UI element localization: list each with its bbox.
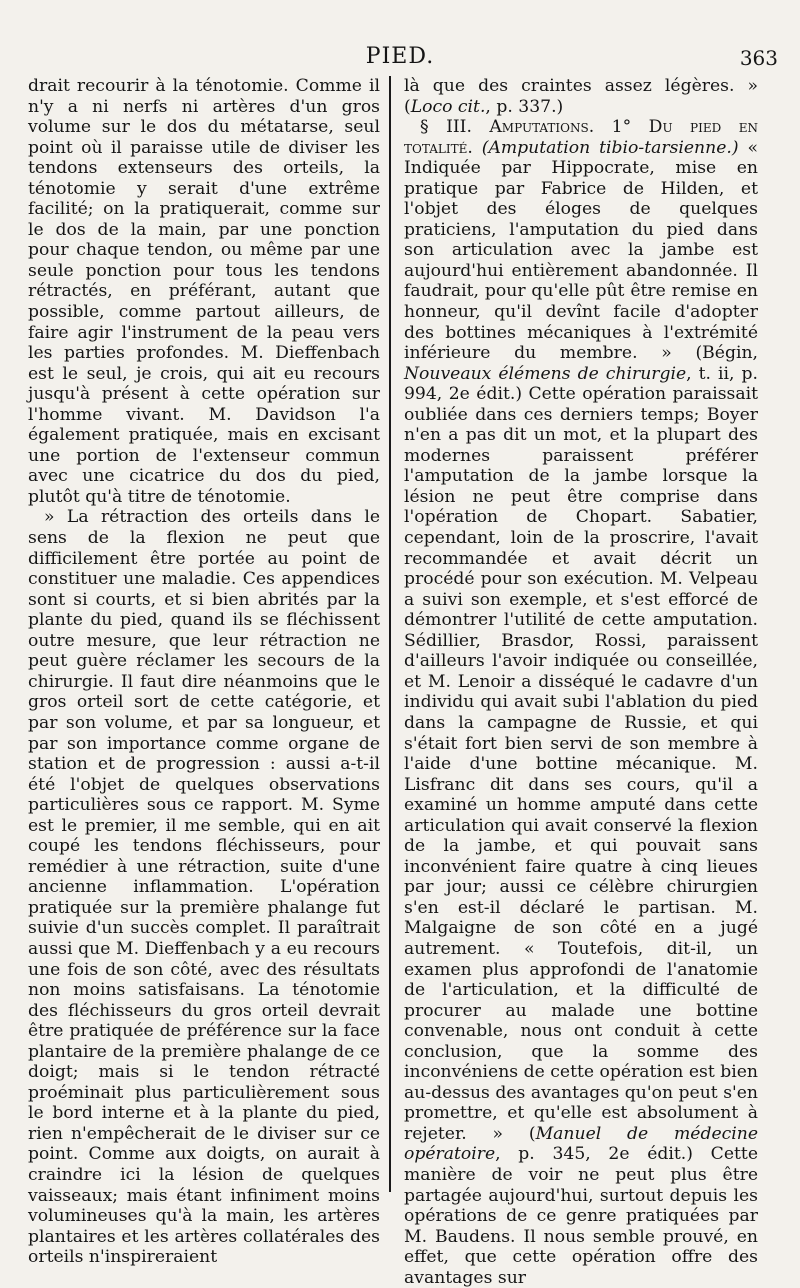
column-divider <box>389 76 391 1192</box>
amputation-text-2: , t. ii, p. 994, 2e édit.) Cette opération paraissait oubliée dans ces derniers temps; Boyer n'en a pas dit un mot, et la plupart des modernes paraissent préférer l'amputation de la jambe lorsque la lésion ne peut être comprise dans l'opération de Chopart. Sabatier, cependant, loin de la proscrire, l'avait recommandée et avait décrit un procédé pour son exécution. M. Velpeau a suivi son exemple, et s'est efforcé de démontrer l'utilité de cette amputation. Sédillier, Brasdor, Rossi, paraissent d'ailleurs l'avoir indiquée ou conseillée, et M. Lenoir a disséqué le cadavre d'un individu qui avait subi l'ablation du pied dans la campagne de Russie, et qui s'était fort bien servi de son membre à l'aide d'une bottine mécanique. M. Lisfranc dit dans ses cours, qu'il a examiné un homme amputé dans cette articulation qui avait conservé la flexion de la jambe, et qui pouvait sans inconvénient faire quatre à cinq lieues par jour; aussi ce célèbre chirurgien s'en est-il déclaré le partisan. M. Malgaigne de son côté en a jugé autrement. « Toutefois, dit-il, un examen plus approfondi de l'anatomie de l'articulation, et la difficulté de procurer au malade une bottine convenable, nous ont conduit à cette conclusion, que la somme des inconvéniens de cette opération est bien au-dessus des avantages qu'on peut s'en promettre, et qu'elle est absolument à rejeter. » ( <box>404 363 758 1144</box>
paragraph-amputations <box>404 117 758 1288</box>
amputation-text-1: « Indiquée par Hippocrate, mise en pratique par Fabrice de Hilden, et l'objet des éloges de quelques praticiens, l'amputation du pied dans son articulation avec la jambe est aujourd'hui entièrement abandonnée. Il faudrait, pour qu'elle pût être remise en honneur, qu'il devînt facile d'adopter des bottines mécaniques à l'extrémité inférieure du membre. » (Bégin, <box>404 137 758 364</box>
left-column <box>28 76 380 1268</box>
book-title-malgaigne: Manuel de médecine opératoire <box>404 1123 759 1165</box>
section-heading-amputations: § III. Amputations. 1° Du pied en totalité. <box>404 117 758 158</box>
page-number: 363 <box>739 46 778 70</box>
section-subtitle: (Amputation tibio-tarsienne.) <box>481 137 739 158</box>
right-column <box>404 76 758 1288</box>
paragraph-retraction-orteils: » La rétraction des orteils dans le sens de la flexion ne peut que difficilement être portée au point de constituer une maladie. Ces appendices sont si courts, et si bien abrités par la plante du pied, quand ils se fléchissent outre mesure, que leur rétraction ne peut guère réclamer les secours de la chirurgie. Il faut dire néanmoins que le gros orteil sort de cette catégorie, et par son volume, et par sa longueur, et par son importance comme organe de station et de progression : aussi a-t-il été l'objet de quelques observations particulières sous ce rapport. M. Syme est le premier, il me semble, qui en ait coupé les tendons fléchisseurs, pour remédier à une rétraction, suite d'une ancienne inflammation. L'opération pratiquée sur la première phalange fut suivie d'un succès complet. Il paraîtrait aussi que M. Dieffenbach y a eu recours une fois de son côté, avec des résultats non moins satisfaisans. La ténotomie des fléchisseurs du gros orteil devrait être pratiquée de préférence sur la face plantaire de la première phalange de ce doigt; mais si le tendon rétracté proéminait plus particulièrement sous le bord interne et à la plante du pied, rien n'empêcherait de le diviser sur ce point. Comme aux doigts, on aurait à craindre ici la lésion de quelques vaisseaux; mais étant infiniment moins volumineuses qu'à la main, les artères plantaires et les artères collatérales des orteils n'inspireraient <box>28 507 380 1268</box>
citation-loco-cit: Loco cit. <box>410 96 486 117</box>
paragraph-citation-end <box>404 76 758 117</box>
running-title: PIED. <box>365 44 435 69</box>
book-title-begin: Nouveaux élémens de chirurgie <box>404 363 687 384</box>
citation-end-page: , p. 337.) <box>485 96 564 117</box>
amputation-text-3: , p. 345, 2e édit.) Cette manière de voir ne peut plus être partagée aujourd'hui, surtout depuis les opérations de ce genre pratiquées par M. Baudens. Il nous semble prouvé, en effet, que cette opération offre des avantages sur <box>404 1144 758 1288</box>
citation-end-text: là que des craintes assez légères. » ( <box>404 76 758 117</box>
paragraph-tenotomie-extenseurs: drait recourir à la ténotomie. Comme il n'y a ni nerfs ni artères d'un gros volume sur le dos du métatarse, seul point où il paraisse utile de diviser les tendons extenseurs des orteils, la ténotomie y serait d'une extrême facilité; on la pratiquerait, comme sur le dos de la main, par une ponction pour chaque tendon, ou même par une seule ponction pour tous les tendons rétractés, en préférant, autant que possible, comme partout ailleurs, de faire agir l'instrument de la peau vers les parties profondes. M. Dieffenbach est le seul, je crois, qui ait eu recours jusqu'à présent à cette opération sur l'homme vivant. M. Davidson l'a également pratiquée, mais en excisant une portion de l'extenseur commun avec une cicatrice du dos du pied, plutôt qu'à titre de ténotomie. <box>28 76 380 507</box>
page-header <box>0 44 800 74</box>
